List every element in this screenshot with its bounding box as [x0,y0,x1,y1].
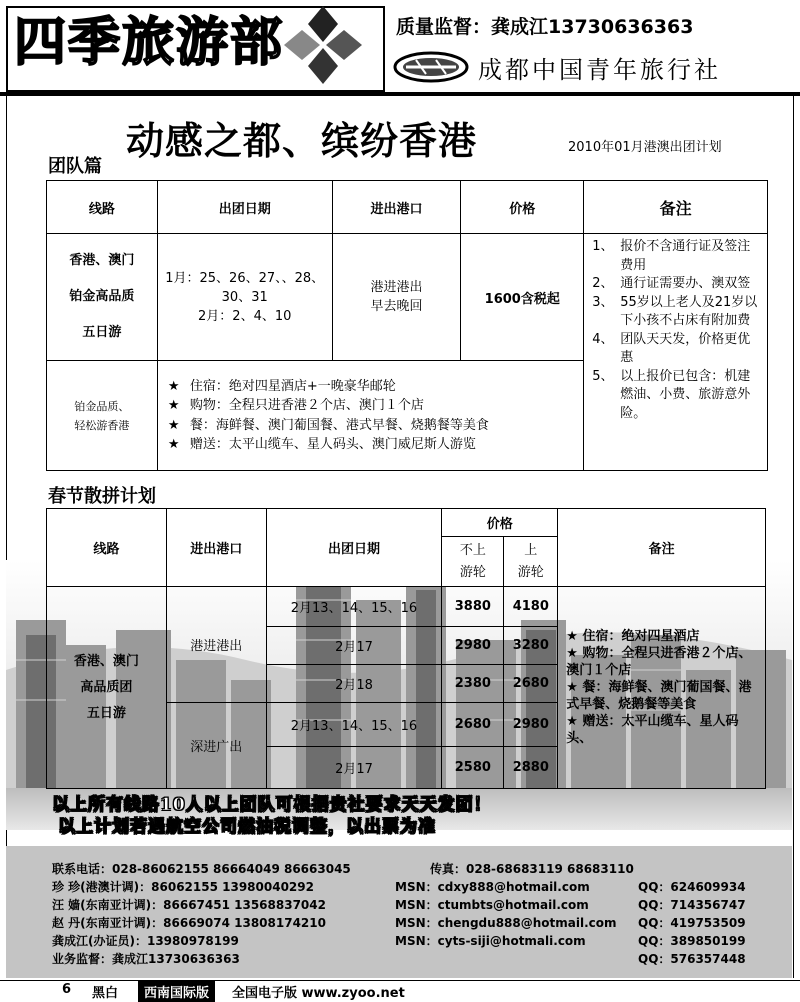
header-route: 线路 [47,181,158,234]
contact-box [6,846,792,978]
main-title: 动感之都、缤纷香港 [126,118,478,163]
star-icon: ★ [566,629,578,644]
route-line: 铂金高品质 [69,289,135,304]
price-no-cruise: 2580 [442,747,504,789]
highlights-cell [157,361,583,471]
route-line: 高品质团 [80,679,133,695]
contact-msn: MSN：cdxy888@hotmail.com [395,880,590,894]
note-item: ★ 赠送：太平山缆车、星人码头、 [566,714,739,746]
header-date: 出团日期 [266,509,442,587]
route-line: 五日游 [86,705,126,721]
contact-qq: QQ：389850199 [638,934,746,948]
header-note: 备注 [584,181,768,234]
price-no-cruise: 3880 [442,587,504,627]
price-cruise: 3280 [504,627,558,665]
header-date: 出团日期 [157,181,332,234]
star-icon: ★ [167,417,180,433]
header [0,0,800,92]
note-item: 4、 团队天天发，价格更优惠 [592,331,751,365]
plan-subtitle: 2010年01月港澳出团计划 [568,140,722,155]
notes-cell [584,234,768,471]
contact-qq: QQ：624609934 [638,880,746,894]
contact-phone: 联系电话：028-86062155 86664049 86663045 [52,862,351,876]
route-line: 五日游 [82,325,122,340]
agency-name: 成都中国青年旅行社 [478,56,721,84]
star-icon: ★ [566,680,578,695]
diamond-logo-icon [282,4,364,86]
contact-msn: MSN：chengdu888@hotmail.com [395,916,617,930]
header-route: 线路 [47,509,167,587]
contact-msn: MSN：cyts-siji@hotmali.com [395,934,586,948]
date-line: 2月：2、4、10 [198,308,292,324]
note-item: 5、 以上报价已包含：机建燃油、小费、旅游意外险。 [592,368,751,421]
page-number: 6 [62,982,72,997]
port-cell [332,234,461,361]
notice-line: 以上计划若遇航空公司燃油税调整，以出票为准 [58,817,436,837]
note-item: ★ 购物：全程只进香港２个店、澳门１个店 [566,646,752,678]
contact-person: 赵 丹(东南亚计调)：86669074 13808174210 [52,916,326,930]
note-item: ★ 餐：海鲜餐、澳门葡国餐、港式早餐、烧鹅餐等美食 [566,680,752,712]
highlight-item: ★ 赠送：太平山缆车、星人码头、澳门威尼斯人游览 [168,435,573,455]
port-cell: 港进港出 [166,587,266,703]
highlight-item: ★ 住宿：绝对四星酒店+一晚豪华邮轮 [168,377,573,397]
festival-section-title: 春节散拼计划 [48,486,156,507]
tagline-line: 轻松游香港 [74,418,130,432]
notice-line: 以上所有线路10人以上团队可根据贵社要求天天发团！ [52,795,492,815]
star-icon: ★ [566,646,578,661]
quality-supervisor: 质量监督：龚成江13730636363 [396,16,694,38]
contact-person: 业务监督：龚成江13730636363 [52,952,240,966]
highlight-item: ★ 购物：全程只进香港２个店、澳门１个店 [168,396,573,416]
route-line: 香港、澳门 [69,253,135,268]
port-line: 港进港出 [370,280,423,295]
star-icon: ★ [167,378,180,394]
header-port: 进出港口 [166,509,266,587]
highlight-item: ★ 餐：海鲜餐、澳门葡国餐、港式早餐、烧鹅餐等美食 [168,416,573,436]
price-no-cruise: 2980 [442,627,504,665]
date-cell: 2月18 [266,665,442,703]
star-icon: ★ [167,437,180,452]
notes-cell [558,587,766,789]
route-cell [47,587,167,789]
price-no-cruise: 2380 [442,665,504,703]
price-cruise: 2680 [504,665,558,703]
contact-qq: QQ：576357448 [638,952,746,966]
group-tour-table [46,180,768,471]
price-cruise: 4180 [504,587,558,627]
group-section-title: 团队篇 [48,156,102,177]
note-item: ★ 住宿：绝对四星酒店 [566,629,700,644]
tagline-line: 铂金品质、 [74,399,130,413]
table-header-row [47,509,766,537]
contact-fax: 传真：028-68683119 68683110 [430,862,634,876]
notice-text [52,794,492,838]
date-line: 1月：25、26、27、、28、 [165,270,325,286]
date-cell: 2月13、14、15、16 [266,587,442,627]
star-icon: ★ [167,398,180,413]
date-line: 30、31 [221,289,268,305]
contact-person: 汪 嫱(东南亚计调)：86667451 13568837042 [52,898,326,912]
date-cell: 2月17 [266,627,442,665]
dates-cell [157,234,332,361]
contact-qq: QQ：714356747 [638,898,746,912]
footer-color-mode: 黑白 [92,986,119,1001]
header-cruise: 上 游轮 [504,537,558,587]
contact-person: 龚成江(办证员)：13980978199 [52,934,239,948]
port-line: 早去晚回 [370,299,423,314]
date-cell: 2月13、14、15、16 [266,703,442,747]
price-cruise: 2880 [504,747,558,789]
price-cell: 1600含税起 [461,234,584,361]
contact-person: 珍 珍(港澳计调)：86062155 13980040292 [52,880,314,894]
note-item: 3、 55岁以上老人及21岁以下小孩不占床有附加费 [592,294,758,328]
header-port: 进出港口 [332,181,461,234]
table-header-row [47,181,768,234]
header-no-cruise: 不上 游轮 [442,537,504,587]
table-row [47,587,766,627]
price-no-cruise: 2680 [442,703,504,747]
header-price: 价格 [442,509,558,537]
contact-msn: MSN：ctumbts@hotmail.com [395,898,589,912]
festival-tour-table [46,508,766,789]
cyts-logo-icon [392,50,470,84]
brand-title: 四季旅游部 [14,12,285,73]
footer-website-link[interactable]: 全国电子版 www.zyoo.net [232,986,405,1001]
tagline-cell [47,361,158,471]
header-price: 价格 [461,181,584,234]
footer-edition: 西南国际版 [138,981,215,1002]
header-note: 备注 [558,509,766,587]
note-item: 2、 通行证需要办、澳双签 [592,276,751,291]
route-cell [47,234,158,361]
contact-qq: QQ：419753509 [638,916,746,930]
note-item: 1、 报价不含通行证及签注费用 [592,239,751,273]
route-line: 香港、澳门 [73,653,139,669]
price-cruise: 2980 [504,703,558,747]
date-cell: 2月17 [266,747,442,789]
port-cell: 深进广出 [166,703,266,789]
star-icon: ★ [566,714,578,729]
table-row [47,234,768,361]
